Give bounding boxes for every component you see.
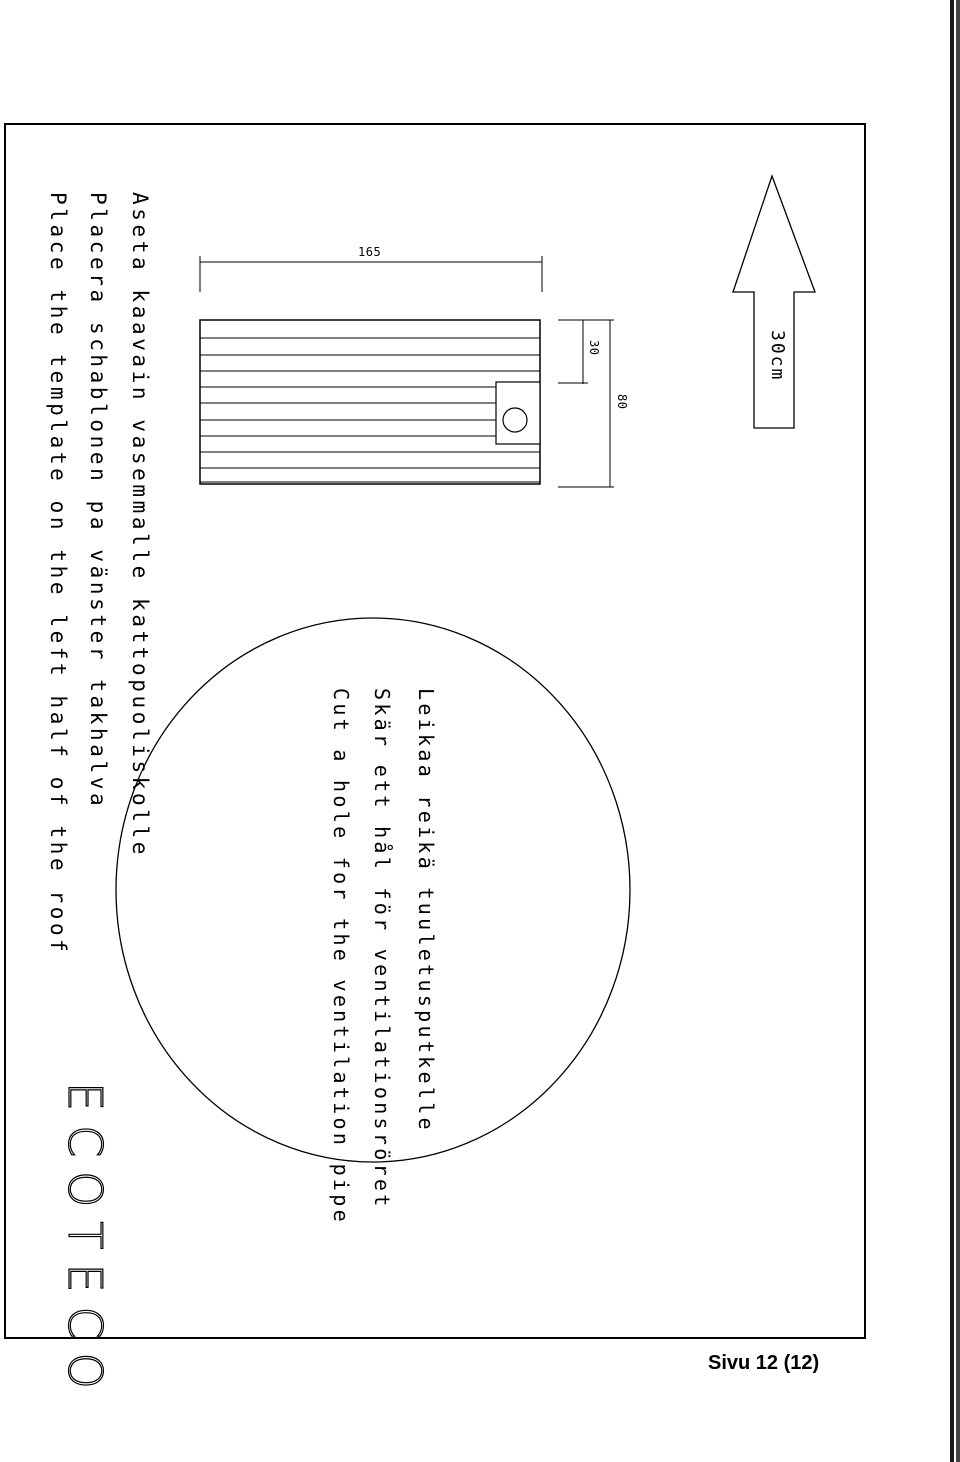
dimension-height: [558, 320, 614, 487]
dimension-height-label: 80: [615, 394, 629, 410]
brand-logo: ECOTECO: [58, 1082, 112, 1403]
vent-template: [200, 320, 540, 484]
cut-hole-fi: Leikaa reikä tuuletusputkelle: [414, 688, 438, 1133]
dimension-offset: [558, 320, 588, 384]
direction-arrow: [733, 176, 815, 428]
pipe-box: [496, 382, 540, 444]
dimension-offset-label: 30: [587, 340, 601, 356]
instruction-en: Place the template on the left half of the roof: [46, 192, 70, 956]
instruction-fi: Aseta kaavain vasemmalle kattopuoliskolle: [128, 192, 152, 858]
cut-hole-sv: Skär ett hål för ventilationsröret: [370, 688, 394, 1210]
dimension-width-label: 165: [358, 245, 382, 259]
dimension-width: [200, 256, 542, 292]
instruction-sv: Placera schablonen pa vänster takhalva: [86, 192, 110, 810]
cut-hole-en: Cut a hole for the ventilation pipe: [329, 688, 353, 1225]
page-number: Sivu 12 (12): [708, 1352, 820, 1374]
arrow-label: 30cm: [767, 330, 788, 382]
